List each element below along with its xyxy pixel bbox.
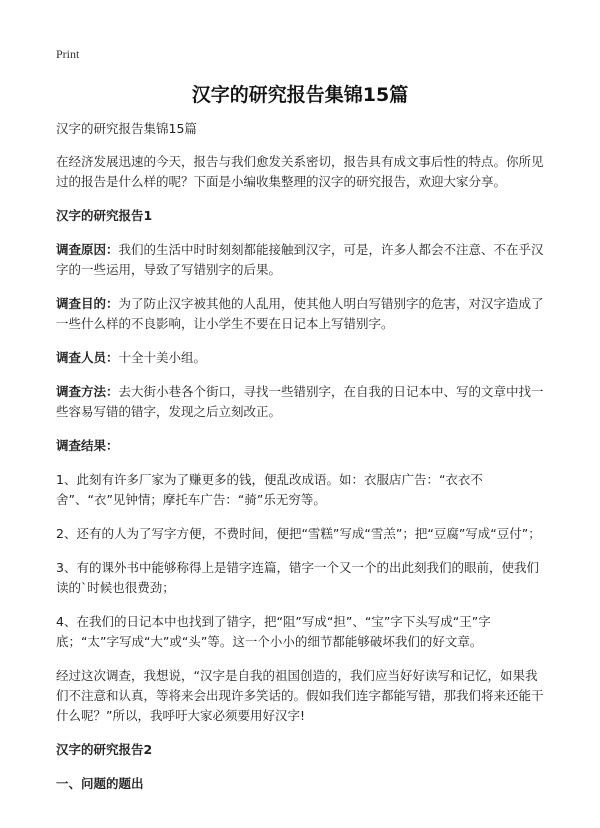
- reason-label: 调查原因：: [56, 242, 119, 257]
- reason-paragraph: [56, 240, 546, 280]
- report2-heading: 汉字的研究报告2: [56, 742, 153, 757]
- method-paragraph: [56, 382, 546, 422]
- people-paragraph: [56, 348, 546, 368]
- result-item: 4、在我们的日记本中也找到了错字，把“阻”写成“担”、“宝”字下头写成“王”字底；“太”字写成“大”或“头”等。这一个小小的细节都能够破坏我们的好文章。: [56, 614, 491, 649]
- report1-heading: 汉字的研究报告1: [56, 208, 153, 223]
- method-text: 去大街小巷各个街口，寻找一些错别字，在自我的日记本中、写的文章中找一些容易写错的错字，发现之后立刻改正。: [56, 384, 544, 419]
- people-text: 十全十美小组。: [118, 350, 207, 365]
- purpose-text: 为了防止汉字被其他的人乱用，使其他人明白写错别字的危害，对汉字造成了一些什么样的不良影响，让小学生不要在日记本上写错别字。: [56, 296, 544, 331]
- conclusion-paragraph: 经过这次调查，我想说，“汉字是自我的祖国创造的，我们应当好好读写和记忆，如果我们不注意和认真，等将来会出现许多笑话的。假如我们连字都能写错，那我们将来还能干什么呢？”所以，我呼吁大家必须要用好汉字!: [56, 668, 544, 723]
- method-label: 调查方法：: [56, 384, 119, 399]
- reason-text: 我们的生活中时时刻刻都能接触到汉字，可是，许多人都会不注意、不在乎汉字的一些运用，导致了写错别字的后果。: [56, 242, 544, 277]
- page-title: 汉字的研究报告集锦15篇: [191, 84, 409, 106]
- report2-subheading: 一、问题的题出: [56, 776, 144, 791]
- print-link[interactable]: Print: [56, 47, 80, 61]
- article-body: [56, 119, 546, 808]
- purpose-paragraph: [56, 294, 546, 334]
- people-label: 调查人员：: [56, 350, 119, 365]
- purpose-label: 调查目的：: [56, 296, 119, 311]
- intro-paragraph: 在经济发展迅速的今天，报告与我们愈发关系密切，报告具有成文事后性的特点。你所见过的报告是什么样的呢？下面是小编收集整理的汉字的研究报告，欢迎大家分享。: [56, 154, 544, 189]
- article-subtitle: 汉字的研究报告集锦15篇: [56, 121, 197, 136]
- result-item: 3、有的课外书中能够称得上是错字连篇，错字一个又一个的出此刻我们的眼前，使我们读的`时候也很费劲；: [56, 560, 539, 595]
- result-item: 1、此刻有许多厂家为了赚更多的钱，便乱改成语。如：衣服店广告：“衣衣不舍”、“衣”见钟情；摩托车广告：“骑”乐无穷等。: [56, 472, 483, 507]
- result-label: 调查结果：: [56, 438, 119, 453]
- result-item: 2、还有的人为了写字方便，不费时间，便把“雪糕”写成“雪羔”；把“豆腐”写成“豆付”；: [56, 526, 541, 541]
